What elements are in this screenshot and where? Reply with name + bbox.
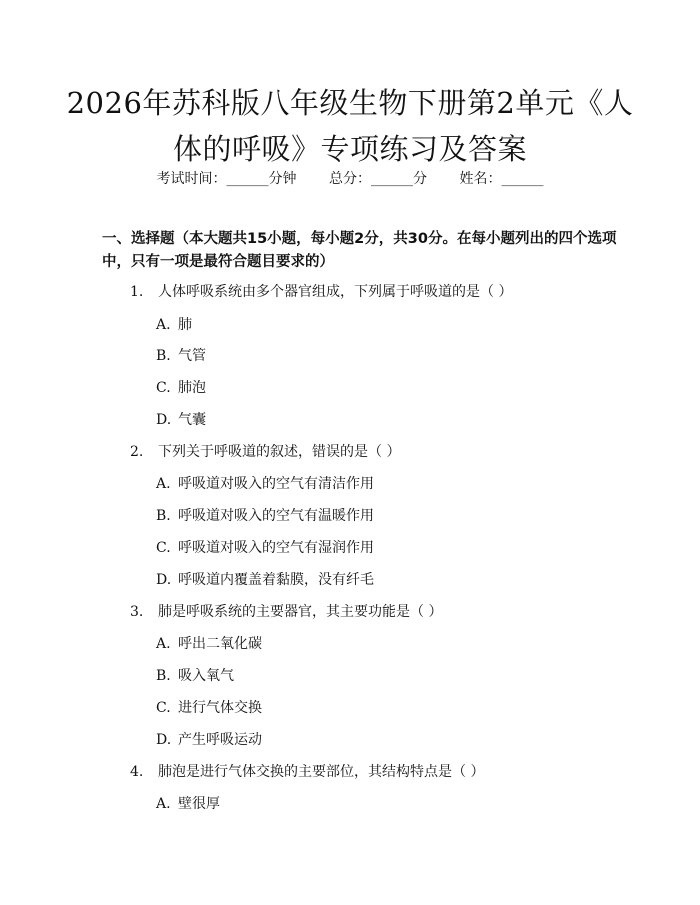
option-letter: A. bbox=[156, 636, 171, 652]
document-title bbox=[60, 80, 640, 172]
option-2d bbox=[156, 569, 374, 589]
title-line-2: 体的呼吸》专项练习及答案 bbox=[172, 132, 527, 166]
exam-meta bbox=[0, 168, 700, 188]
option-text: 进行气体交换 bbox=[178, 700, 262, 716]
option-2b bbox=[156, 505, 374, 525]
question-2 bbox=[130, 441, 400, 461]
option-4a bbox=[156, 793, 220, 813]
option-text: 产生呼吸运动 bbox=[178, 732, 262, 748]
option-text: 肺 bbox=[178, 317, 192, 333]
option-text: 气囊 bbox=[178, 412, 206, 428]
option-2a bbox=[156, 473, 374, 493]
option-text: 呼出二氧化碳 bbox=[178, 636, 262, 652]
option-3a bbox=[156, 633, 262, 653]
question-text: 人体呼吸系统由多个器官组成，下列属于呼吸道的是（ ） bbox=[158, 284, 513, 300]
option-letter: A. bbox=[156, 796, 171, 812]
question-3 bbox=[130, 601, 442, 621]
option-letter: C. bbox=[156, 700, 171, 716]
option-text: 呼吸道对吸入的空气有清洁作用 bbox=[178, 476, 374, 492]
question-number: 3. bbox=[130, 604, 144, 620]
section-heading: 一、选择题（本大题共15小题，每小题2分，共30分。在每小题列出的四个选项中，只有一项是最符合题目要求的） bbox=[102, 231, 617, 270]
option-letter: C. bbox=[156, 380, 171, 396]
option-text: 肺泡 bbox=[178, 380, 206, 396]
option-text: 壁很厚 bbox=[178, 796, 220, 812]
title-line-1: 2026年苏科版八年级生物下册第2单元《人 bbox=[66, 86, 634, 120]
option-letter: D. bbox=[156, 732, 172, 748]
question-text: 肺泡是进行气体交换的主要部位，其结构特点是（ ） bbox=[158, 764, 485, 780]
question-1 bbox=[130, 281, 512, 301]
option-text: 气管 bbox=[178, 348, 206, 364]
option-1d bbox=[156, 409, 206, 429]
exam-time: 考试时间：______分钟 bbox=[156, 171, 297, 187]
exam-name: 姓名：______ bbox=[459, 171, 544, 187]
question-text: 下列关于呼吸道的叙述，错误的是（ ） bbox=[158, 444, 401, 460]
option-letter: B. bbox=[156, 668, 171, 684]
exam-score: 总分：______分 bbox=[329, 171, 427, 187]
option-letter: C. bbox=[156, 540, 171, 556]
option-1a bbox=[156, 314, 192, 334]
question-text: 肺是呼吸系统的主要器官，其主要功能是（ ） bbox=[158, 604, 443, 620]
option-1b bbox=[156, 345, 206, 365]
option-3b bbox=[156, 665, 234, 685]
option-text: 呼吸道对吸入的空气有湿润作用 bbox=[178, 540, 374, 556]
question-number: 4. bbox=[130, 764, 144, 780]
question-4 bbox=[130, 761, 484, 781]
option-3d bbox=[156, 729, 262, 749]
option-1c bbox=[156, 377, 206, 397]
option-letter: D. bbox=[156, 412, 172, 428]
option-text: 吸入氧气 bbox=[178, 668, 234, 684]
option-letter: B. bbox=[156, 508, 171, 524]
question-number: 1. bbox=[130, 284, 144, 300]
option-letter: A. bbox=[156, 476, 171, 492]
option-text: 呼吸道对吸入的空气有温暖作用 bbox=[178, 508, 374, 524]
option-2c bbox=[156, 537, 374, 557]
option-letter: D. bbox=[156, 572, 172, 588]
option-letter: A. bbox=[156, 317, 171, 333]
option-text: 呼吸道内覆盖着黏膜，没有纤毛 bbox=[178, 572, 374, 588]
option-letter: B. bbox=[156, 348, 171, 364]
option-3c bbox=[156, 697, 262, 717]
question-number: 2. bbox=[130, 444, 144, 460]
